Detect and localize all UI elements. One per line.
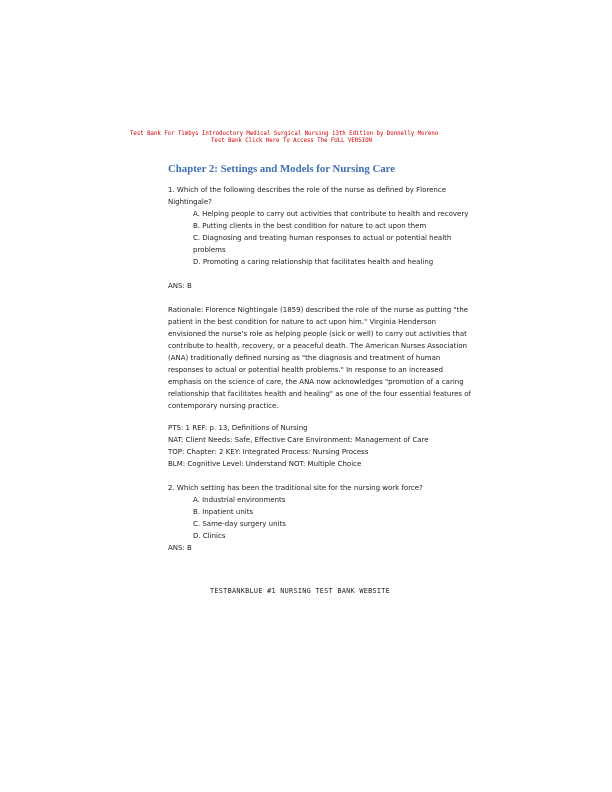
meta-line-top: TOP: Chapter: 2 KEY: Integrated Process: Nursing Process [168, 448, 369, 456]
question-1-option-d: D. Promoting a caring relationship that facilitates health and healing [193, 258, 434, 266]
question-1-answer: ANS: B [168, 282, 192, 290]
question-2-option-c: C. Same-day surgery units [193, 520, 286, 528]
rationale-line-1: Rationale: Florence Nightingale (1859) described the role of the nurse as putting "the [168, 306, 469, 314]
question-1-stem-line-2: Nightingale? [168, 198, 212, 206]
rationale-line-3: envisioned the nurse's role as helping people (sick or well) to carry out activities that [168, 330, 467, 338]
question-2-option-b: B. Inpatient units [193, 508, 254, 516]
question-1-option-b: B. Putting clients in the best condition for nature to act upon them [193, 222, 427, 230]
rationale-line-8: relationship that facilitates health and healing" as one of the four essential features of [168, 390, 471, 398]
question-2-option-d: D. Clinics [193, 532, 226, 540]
promo-header-line-1[interactable]: Test Bank For Timbys Introductory Medical Surgical Nursing 13th Edition by Donnelly Moreno [130, 131, 439, 137]
chapter-title: Chapter 2: Settings and Models for Nursing Care [168, 163, 396, 175]
question-1-stem-line-1: 1. Which of the following describes the role of the nurse as defined by Florence [168, 186, 447, 194]
question-1-option-c-cont: problems [193, 246, 226, 254]
rationale-line-4: contribute to health, recovery, or a peaceful death. The American Nurses Association [168, 342, 468, 350]
question-2-option-a: A. Industrial environments [193, 496, 286, 504]
footer-website-banner: TESTBANKBLUE #1 NURSING TEST BANK WEBSITE [210, 587, 391, 595]
meta-line-nat: NAT: Client Needs: Safe, Effective Care Environment: Management of Care [168, 436, 429, 444]
question-2-answer: ANS: B [168, 544, 192, 552]
meta-line-blm: BLM: Cognitive Level: Understand NOT: Multiple Choice [168, 460, 362, 468]
rationale-line-5: (ANA) traditionally defined nursing as "the diagnosis and treatment of human [168, 354, 441, 362]
rationale-line-2: patient in the best condition for nature to act upon him." Virginia Henderson [168, 318, 437, 326]
question-1-option-a: A. Helping people to carry out activities that contribute to health and recovery [193, 210, 469, 218]
question-2-stem: 2. Which setting has been the traditional site for the nursing work force? [168, 484, 423, 492]
rationale-line-9: contemporary nursing practice. [168, 402, 279, 410]
rationale-line-6: responses to actual or potential health problems." In response to an increased [168, 366, 444, 374]
meta-line-pts: PTS: 1 REF: p. 13, Definitions of Nursing [168, 424, 308, 432]
rationale-line-7: emphasis on the science of care, the ANA now acknowledges "promotion of a caring [168, 378, 464, 386]
promo-header-line-2[interactable]: Test Bank Click Here To Access The FULL VERSION [211, 138, 372, 144]
question-1-option-c: C. Diagnosing and treating human responses to actual or potential health [193, 234, 452, 242]
